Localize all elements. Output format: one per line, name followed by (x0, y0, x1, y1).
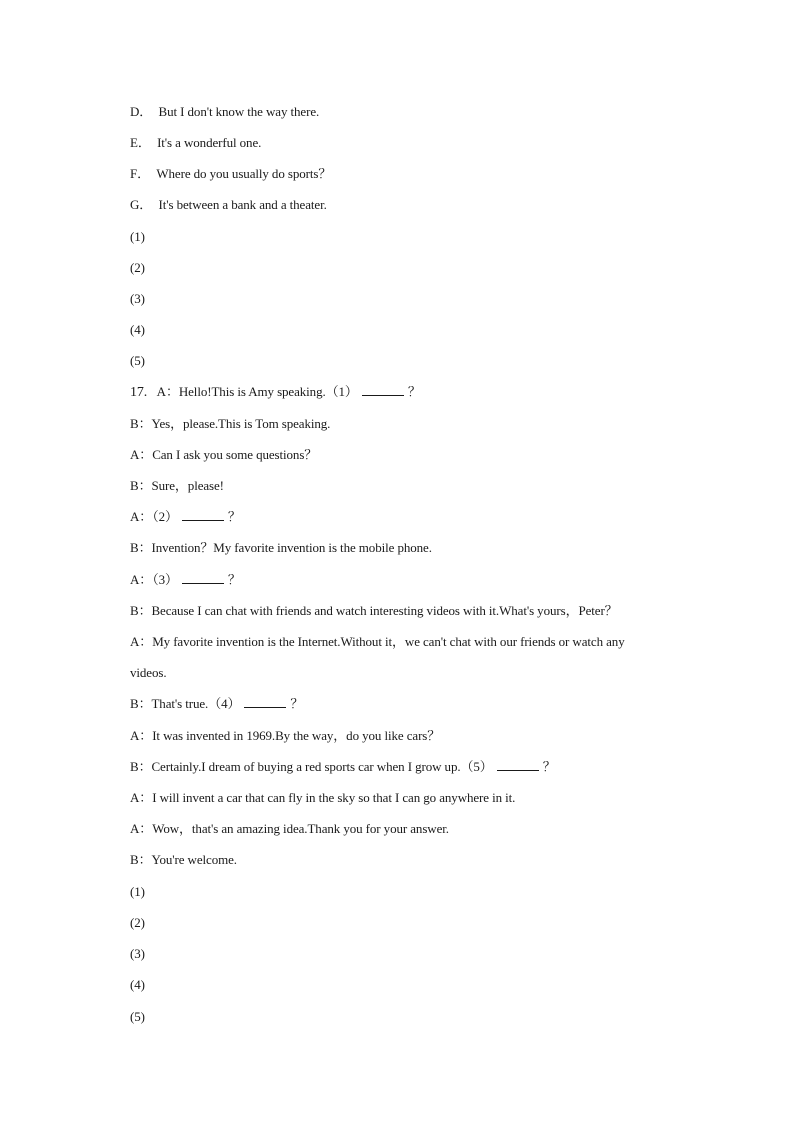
option-text: It's a wonderful one. (157, 135, 262, 150)
option-text: But I don't know the way there. (158, 104, 320, 119)
q17-line-3: A：Can I ask you some questions？ (130, 447, 318, 462)
q17-line-15: A：Wow，that's an amazing idea.Thank you for your answer. (130, 821, 449, 836)
q17-line-10: videos. (130, 665, 167, 680)
answer-blank-2[interactable] (182, 509, 224, 521)
q17-line-1 (130, 384, 421, 401)
dialogue-text: B：That's true.（4） (130, 696, 241, 711)
option-d (130, 104, 319, 120)
option-e (130, 135, 261, 151)
q17-line-13 (130, 759, 556, 775)
answer-blank-5[interactable] (497, 759, 539, 771)
answer-16-4[interactable]: (4) (130, 322, 145, 337)
option-g (130, 197, 327, 213)
answer-16-2[interactable]: (2) (130, 260, 145, 275)
q17-line-5 (130, 509, 241, 525)
q17-line-4: B：Sure，please! (130, 478, 224, 493)
q17-line-12: A：It was invented in 1969.By the way，do you like cars？ (130, 728, 441, 743)
option-letter: D． (130, 104, 153, 119)
q17-line-14: A：I will invent a car that can fly in the sky so that I can go anywhere in it. (130, 790, 516, 805)
answer-17-2[interactable]: (2) (130, 915, 145, 930)
answer-blank-1[interactable] (362, 384, 404, 396)
q17-line-2: B：Yes，please.This is Tom speaking. (130, 416, 331, 431)
question-mark: ？ (407, 384, 421, 399)
dialogue-text: A：Hello!This is Amy speaking.（1） (156, 384, 358, 399)
q17-line-7 (130, 572, 241, 588)
question-mark: ？ (542, 759, 556, 774)
option-letter: F． (130, 166, 151, 181)
q17-line-16: B：You're welcome. (130, 852, 237, 867)
answer-16-3[interactable]: (3) (130, 291, 145, 306)
question-number: 17. (130, 385, 148, 400)
option-letter: E． (130, 135, 151, 150)
dialogue-text: A：（2） (130, 509, 178, 524)
dialogue-text: B：Certainly.I dream of buying a red sports car when I grow up.（5） (130, 759, 493, 774)
q17-line-11 (130, 696, 303, 712)
answer-17-5[interactable]: (5) (130, 1009, 145, 1024)
answer-blank-3[interactable] (182, 572, 224, 584)
q17-line-8: B：Because I can chat with friends and watch interesting videos with it.What's yours，Peter？ (130, 603, 618, 618)
q17-line-9: A：My favorite invention is the Internet.Without it，we can't chat with our friends or watch any (130, 634, 625, 649)
answer-16-1[interactable]: (1) (130, 229, 145, 244)
option-text: It's between a bank and a theater. (158, 197, 327, 212)
option-text: Where do you usually do sports？ (156, 166, 332, 181)
option-letter: G． (130, 197, 153, 212)
answer-17-4[interactable]: (4) (130, 977, 145, 992)
answer-blank-4[interactable] (244, 696, 286, 708)
dialogue-text: A：（3） (130, 572, 178, 587)
question-mark: ？ (227, 572, 241, 587)
option-f (130, 166, 331, 182)
answer-16-5[interactable]: (5) (130, 353, 145, 368)
answer-17-3[interactable]: (3) (130, 946, 145, 961)
answer-17-1[interactable]: (1) (130, 884, 145, 899)
q17-line-6: B：Invention？My favorite invention is the mobile phone. (130, 540, 432, 555)
question-mark: ？ (290, 696, 304, 711)
question-mark: ？ (227, 509, 241, 524)
